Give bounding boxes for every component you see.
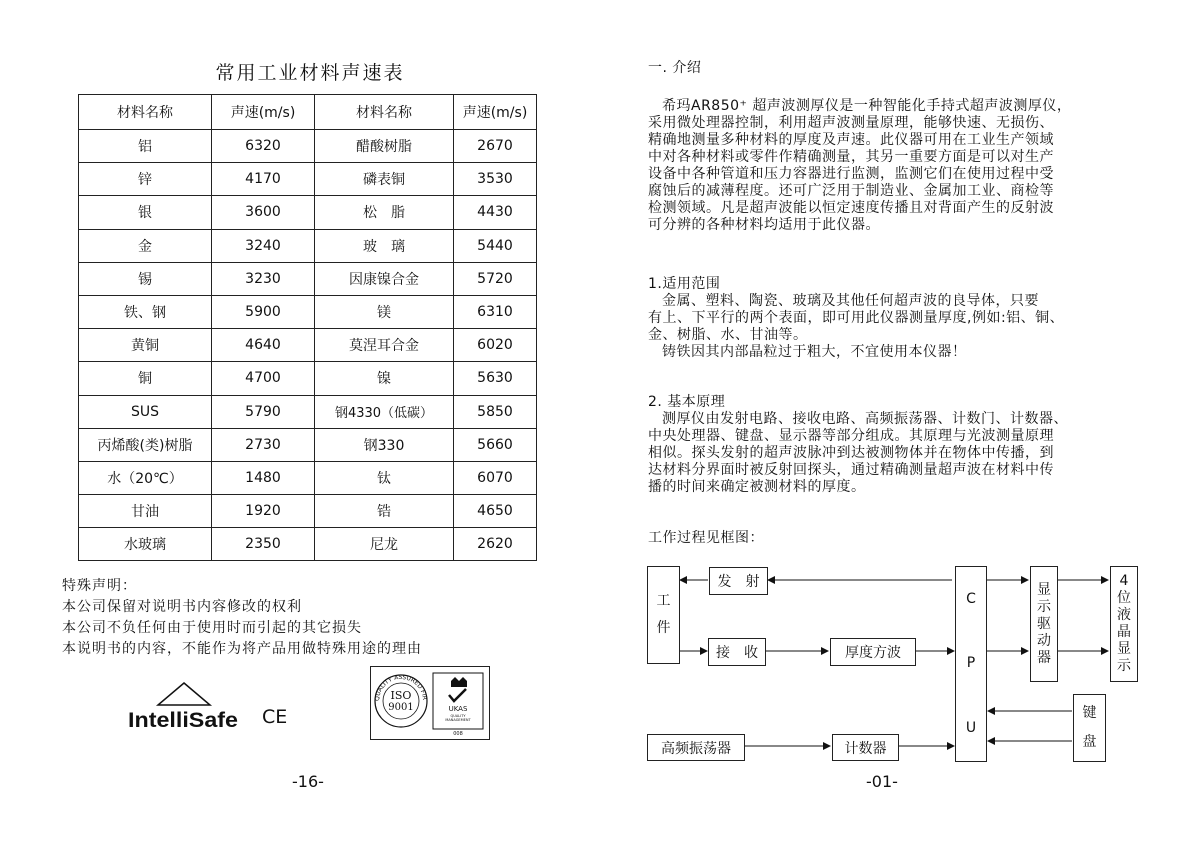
lcd-char: 晶 [1117, 624, 1131, 640]
material-cell: 玻 璃 [315, 229, 454, 262]
speed-cell: 2730 [212, 428, 315, 461]
material-cell: 水（20℃） [79, 461, 212, 494]
speed-cell: 3530 [454, 163, 537, 196]
material-cell: 莫涅耳合金 [315, 329, 454, 362]
speed-cell: 1480 [212, 461, 315, 494]
speed-cell: 6020 [454, 329, 537, 362]
material-cell: 银 [79, 196, 212, 229]
ukas-label: UKAS [448, 705, 468, 713]
material-cell: 锡 [79, 262, 212, 295]
iso-ring-text: QUALITY ASSURED FIR [373, 673, 429, 702]
declaration-heading: 特殊声明： [62, 578, 137, 594]
speed-cell: 2620 [454, 528, 537, 561]
speed-cell: 6070 [454, 461, 537, 494]
cpu-char: U [965, 720, 977, 737]
intro-line: 设备中各种管道和压力容器进行监测，监测它们在使用过程中受 [648, 166, 1054, 182]
speed-cell: 5630 [454, 362, 537, 395]
speed-cell: 1920 [212, 495, 315, 528]
page-number-right: -01- [866, 772, 898, 791]
speed-cell: 5440 [454, 229, 537, 262]
header-speed-1: 声速(m/s) [212, 95, 315, 130]
ce-mark: CE [262, 706, 288, 728]
iso-number: 9001 [388, 702, 414, 713]
material-cell: 钛 [315, 461, 454, 494]
intro-line: 可分辨的各种材料均适用于此仪器。 [648, 217, 880, 233]
material-cell: 钢330 [315, 428, 454, 461]
material-cell: 松 脂 [315, 196, 454, 229]
speed-cell: 3600 [212, 196, 315, 229]
keyboard-char: 盘 [1082, 734, 1097, 750]
intro-line: 采用微处理器控制，利用超声波测量原理，能够快速、无损伤、 [648, 115, 1054, 131]
declaration-line: 本公司不负任何由于使用时而引起的其它损失 [62, 620, 362, 636]
lcd-char: 位 [1117, 590, 1131, 606]
material-cell: 钢4330（低碳） [315, 395, 454, 428]
lcd-char: 液 [1117, 607, 1131, 623]
scope-line: 铸铁因其内部晶粒过于粗大，不宜使用本仪器！ [662, 344, 967, 360]
material-cell: 镁 [315, 295, 454, 328]
intellisafe-text: IntelliSafe [128, 709, 238, 732]
workpiece-char: 工 [656, 593, 671, 609]
material-cell: 镍 [315, 362, 454, 395]
thickness-wave-box: 厚度方波 [830, 638, 916, 666]
lcd-char: 显 [1117, 641, 1131, 657]
material-cell: 铜 [79, 362, 212, 395]
speed-cell: 5850 [454, 395, 537, 428]
material-cell: 铁、钢 [79, 295, 212, 328]
ukas-sub-2: MANAGEMENT [445, 718, 471, 722]
section-intro-title: 一. 介绍 [648, 60, 702, 76]
diagram-caption: 工作过程见框图： [648, 530, 764, 546]
header-material-2: 材料名称 [315, 95, 454, 130]
cpu-char: P [966, 655, 976, 672]
speed-cell: 3240 [212, 229, 315, 262]
lcd-char: 4 [1119, 573, 1129, 589]
intro-line: 腐蚀后的减薄程度。还可广泛用于制造业、金属加工业、商检等 [648, 183, 1054, 199]
keyboard-char: 键 [1082, 705, 1097, 721]
material-cell: 水玻璃 [79, 528, 212, 561]
principle-line: 相似。探头发射的超声波脉冲到达被测物体并在物体中传播，到 [648, 445, 1054, 461]
workpiece-box [647, 566, 680, 664]
material-cell: 因康镍合金 [315, 262, 454, 295]
material-cell: 铝 [79, 130, 212, 163]
principle-title: 2. 基本原理 [648, 394, 726, 410]
principle-line: 测厚仪由发射电路、接收电路、高频振荡器、计数门、计数器、 [662, 411, 1068, 427]
material-cell: 磷表铜 [315, 163, 454, 196]
speed-cell: 4700 [212, 362, 315, 395]
lcd-display-box [1110, 566, 1138, 682]
speed-cell: 5720 [454, 262, 537, 295]
principle-line: 达材料分界面时被反射回探头，通过精确测量超声波在材料中传 [648, 462, 1054, 478]
iso-label: ISO [390, 689, 412, 702]
material-cell: 丙烯酸(类)树脂 [79, 428, 212, 461]
receive-box: 接 收 [708, 638, 766, 666]
speed-cell: 2350 [212, 528, 315, 561]
cpu-char: C [966, 590, 976, 607]
intro-line: 精确地测量多种材料的厚度及声速。此仪器可用在工业生产领域 [648, 132, 1054, 148]
material-cell: 锆 [315, 495, 454, 528]
header-speed-2: 声速(m/s) [454, 95, 537, 130]
speed-cell: 2670 [454, 130, 537, 163]
driver-char: 示 [1037, 598, 1051, 615]
principle-line: 中央处理器、键盘、显示器等部分组成。其原理与光波测量原理 [648, 428, 1054, 444]
workpiece-char: 件 [656, 620, 671, 636]
table-title: 常用工业材料声速表 [215, 62, 405, 84]
material-cell: SUS [79, 395, 212, 428]
speed-cell: 3230 [212, 262, 315, 295]
lcd-char: 示 [1117, 658, 1131, 674]
intro-line: 希玛AR850⁺ 超声波测厚仪是一种智能化手持式超声波测厚仪， [662, 98, 1072, 114]
scope-title: 1.适用范围 [648, 276, 721, 292]
driver-char: 驱 [1037, 615, 1051, 632]
speed-cell: 4170 [212, 163, 315, 196]
principle-line: 播的时间来确定被测材料的厚度。 [648, 479, 866, 495]
material-cell: 金 [79, 229, 212, 262]
speed-cell: 4640 [212, 329, 315, 362]
intro-line: 中对各种材料或零件作精确测量，其另一重要方面是可以对生产 [648, 149, 1054, 165]
speed-cell: 4430 [454, 196, 537, 229]
speed-cell: 4650 [454, 495, 537, 528]
scope-line: 金属、塑料、陶瓷、玻璃及其他任何超声波的良导体，只要 [662, 293, 1039, 309]
header-material-1: 材料名称 [79, 95, 212, 130]
declaration-line: 本说明书的内容，不能作为将产品用做特殊用途的理由 [62, 641, 422, 657]
material-cell: 锌 [79, 163, 212, 196]
declaration-line: 本公司保留对说明书内容修改的权利 [62, 599, 302, 615]
speed-cell: 5900 [212, 295, 315, 328]
keyboard-box [1073, 694, 1106, 762]
speed-cell: 6320 [212, 130, 315, 163]
scope-line: 有上、下平行的两个表面，即可用此仪器测量厚度,例如:铝、铜、 [648, 310, 1065, 326]
oscillator-box: 高频振荡器 [647, 734, 745, 761]
ukas-sub-1: QUALITY [450, 714, 466, 718]
material-cell: 甘油 [79, 495, 212, 528]
transmit-box: 发 射 [709, 567, 768, 595]
cpu-box [955, 566, 987, 762]
material-cell: 黄铜 [79, 329, 212, 362]
counter-box: 计数器 [832, 734, 899, 761]
driver-char: 显 [1037, 581, 1051, 598]
speed-cell: 6310 [454, 295, 537, 328]
scope-line: 金、树脂、水、甘油等。 [648, 327, 808, 343]
page-number-left: -16- [292, 772, 324, 791]
material-cell: 醋酸树脂 [315, 130, 454, 163]
display-driver-box [1030, 566, 1058, 682]
speed-cell: 5790 [212, 395, 315, 428]
driver-char: 动 [1037, 632, 1051, 649]
driver-char: 器 [1037, 649, 1051, 666]
ukas-code: 008 [453, 731, 463, 737]
material-cell: 尼龙 [315, 528, 454, 561]
intro-line: 检测领域。凡是超声波能以恒定速度传播且对背面产生的反射波 [648, 200, 1054, 216]
speed-cell: 5660 [454, 428, 537, 461]
